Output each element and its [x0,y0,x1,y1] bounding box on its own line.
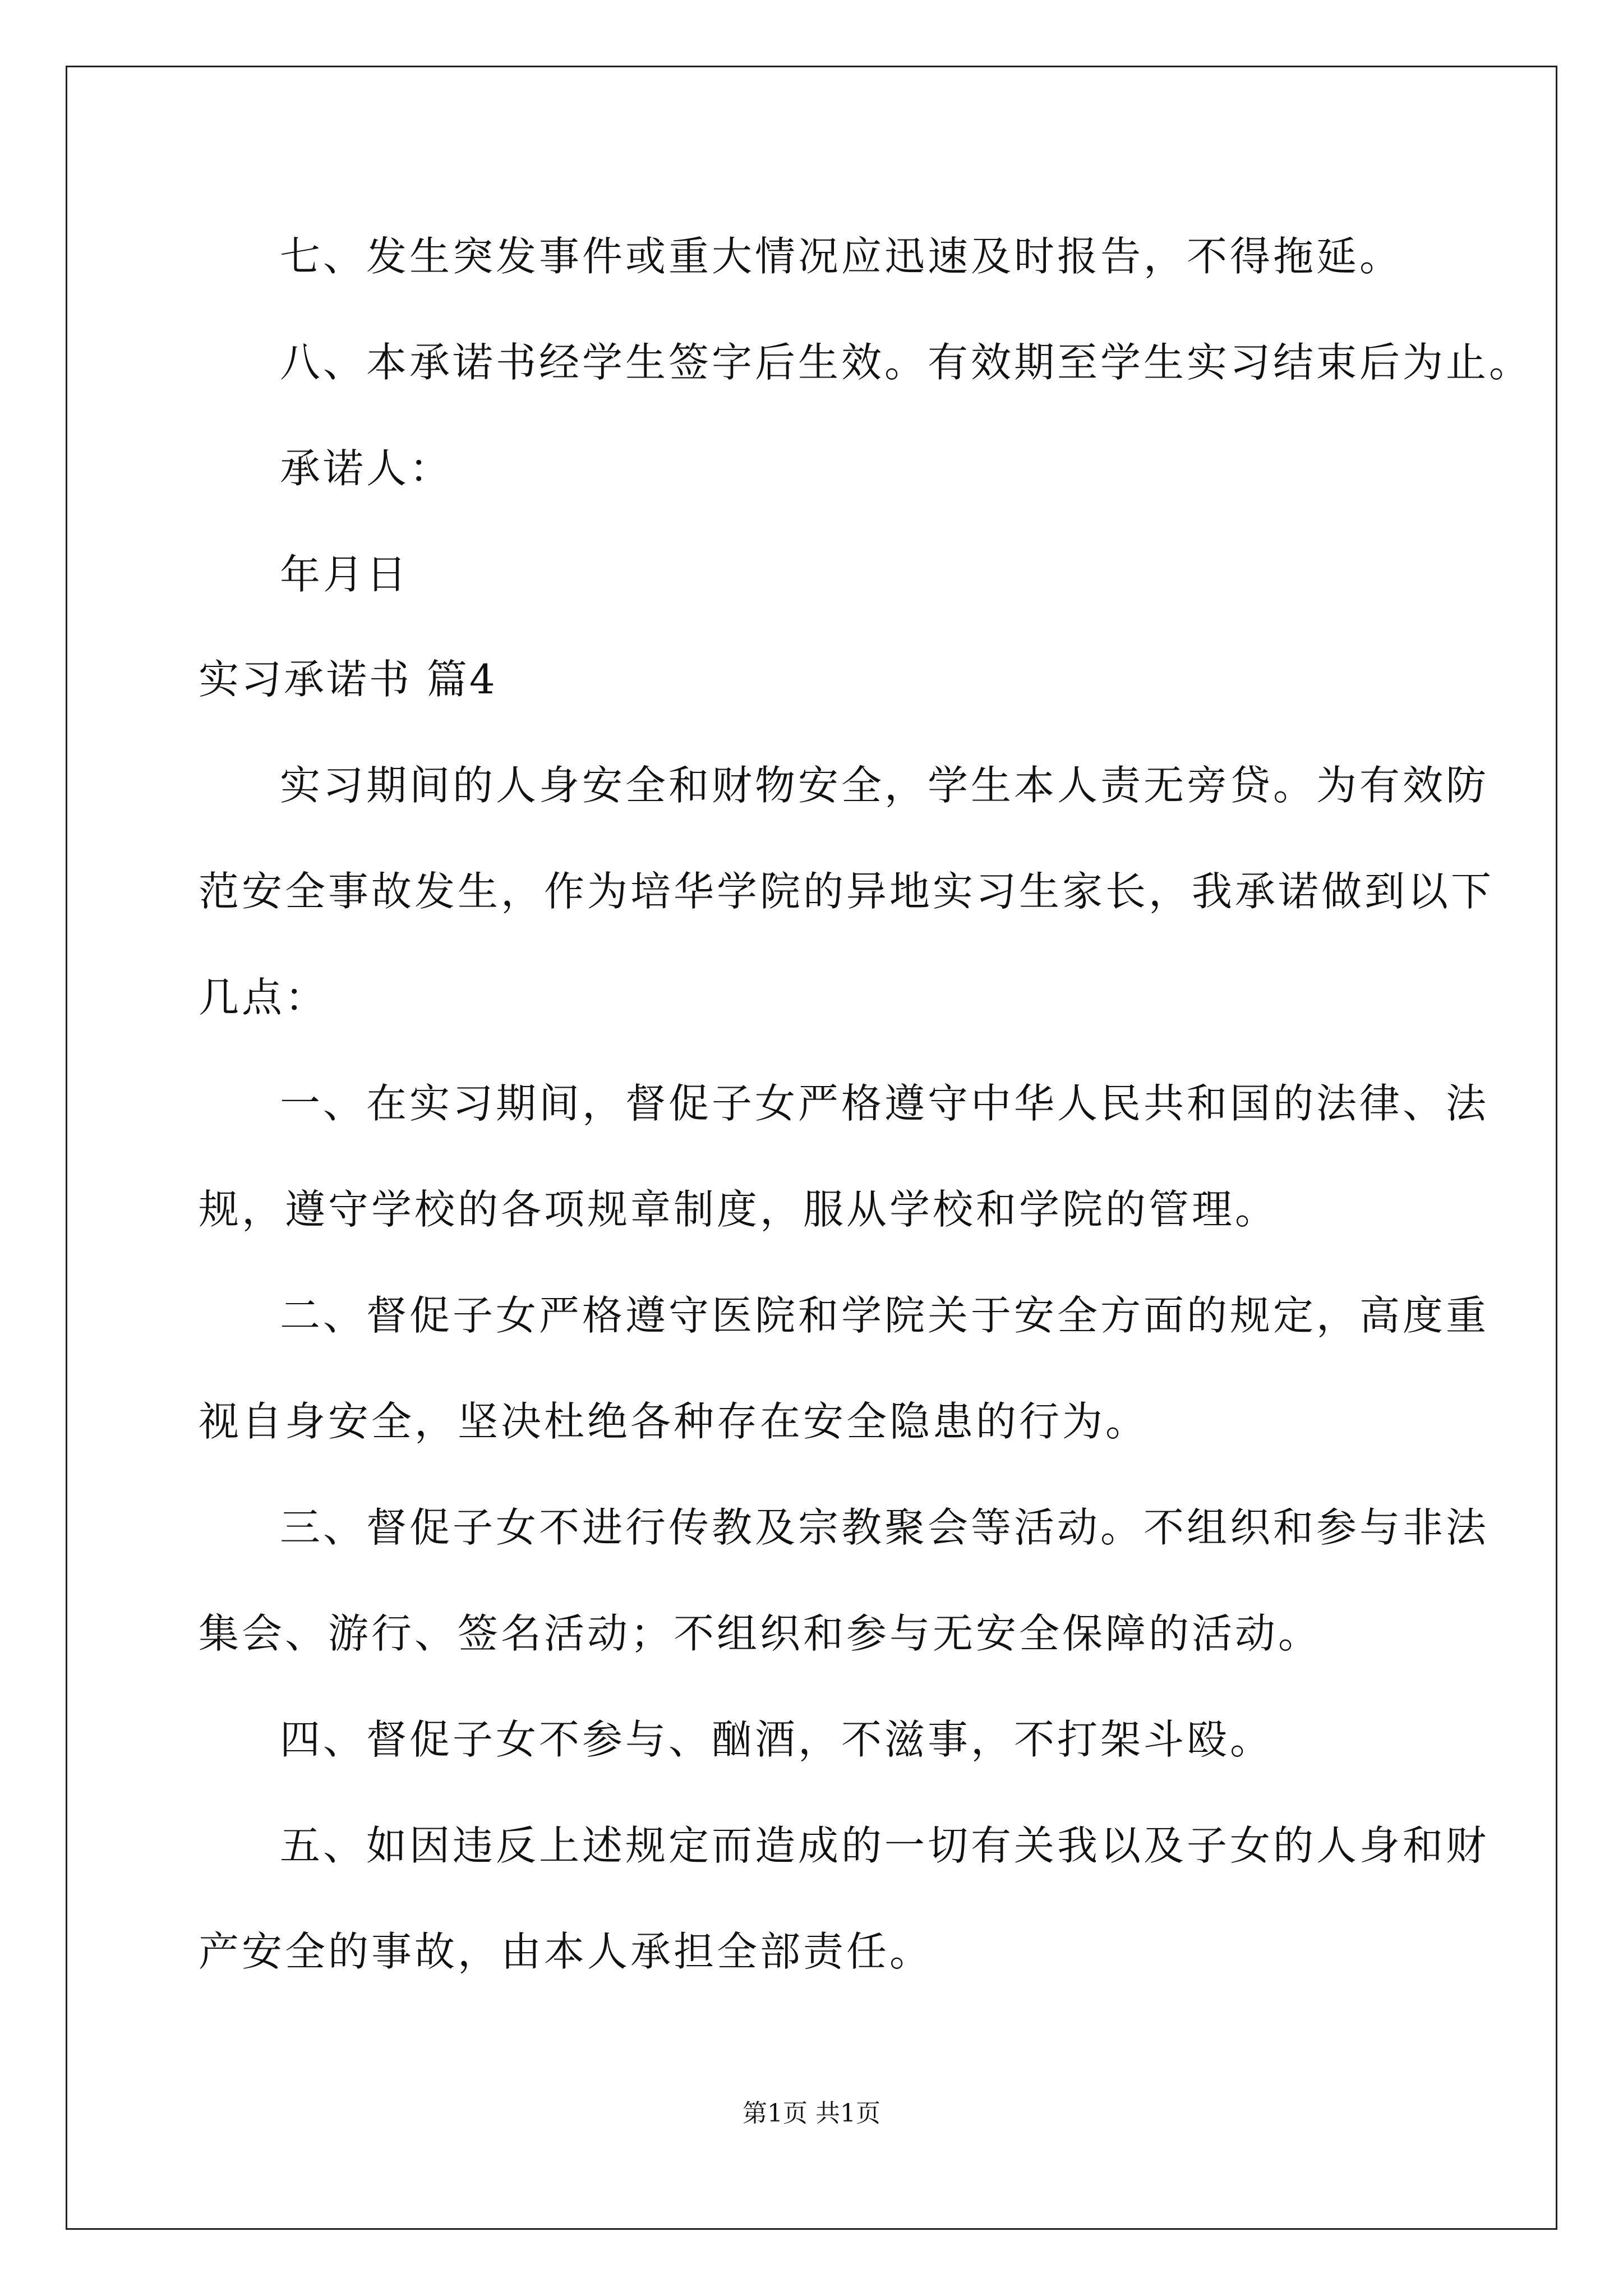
page-number-footer: 第1页 共1页 [743,2099,880,2128]
paragraph-line: 规，遵守学校的各项规章制度，服从学校和学院的管理。 [199,1186,1279,1233]
paragraph-line: 五、如因违反上述规定而造成的一切有关我以及子女的人身和财 [280,1822,1490,1869]
paragraph-line: 四、督促子女不参与、酗酒，不滋事，不打架斗殴。 [280,1716,1274,1763]
paragraph-line: 视自身安全，坚决杜绝各种存在安全隐患的行为。 [199,1398,1149,1445]
paragraph-line: 二、督促子女严格遵守医院和学院关于安全方面的规定，高度重 [280,1292,1490,1339]
paragraph-line: 产安全的事故，由本人承担全部责任。 [199,1928,933,1975]
section-heading: 实习承诺书 篇4 [199,656,497,703]
paragraph-line: 承诺人： [280,445,453,492]
paragraph-line: 七、发生突发事件或重大情况应迅速及时报告，不得拖延。 [280,233,1403,280]
paragraph-line: 几点： [199,974,329,1021]
paragraph-line: 八、本承诺书经学生签字后生效。有效期至学生实习结束后为止。 [280,339,1533,386]
paragraph-line: 三、督促子女不进行传教及宗教聚会等活动。不组织和参与非法 [280,1504,1490,1551]
page-border [66,66,1557,2230]
paragraph-line: 一、在实习期间，督促子女严格遵守中华人民共和国的法律、法 [280,1080,1490,1127]
paragraph-line: 年月日 [280,551,410,598]
paragraph-line: 范安全事故发生，作为培华学院的异地实习生家长，我承诺做到以下 [199,868,1495,915]
paragraph-line: 实习期间的人身安全和财物安全，学生本人责无旁贷。为有效防 [280,762,1490,809]
paragraph-line: 集会、游行、签名活动；不组织和参与无安全保障的活动。 [199,1610,1322,1657]
